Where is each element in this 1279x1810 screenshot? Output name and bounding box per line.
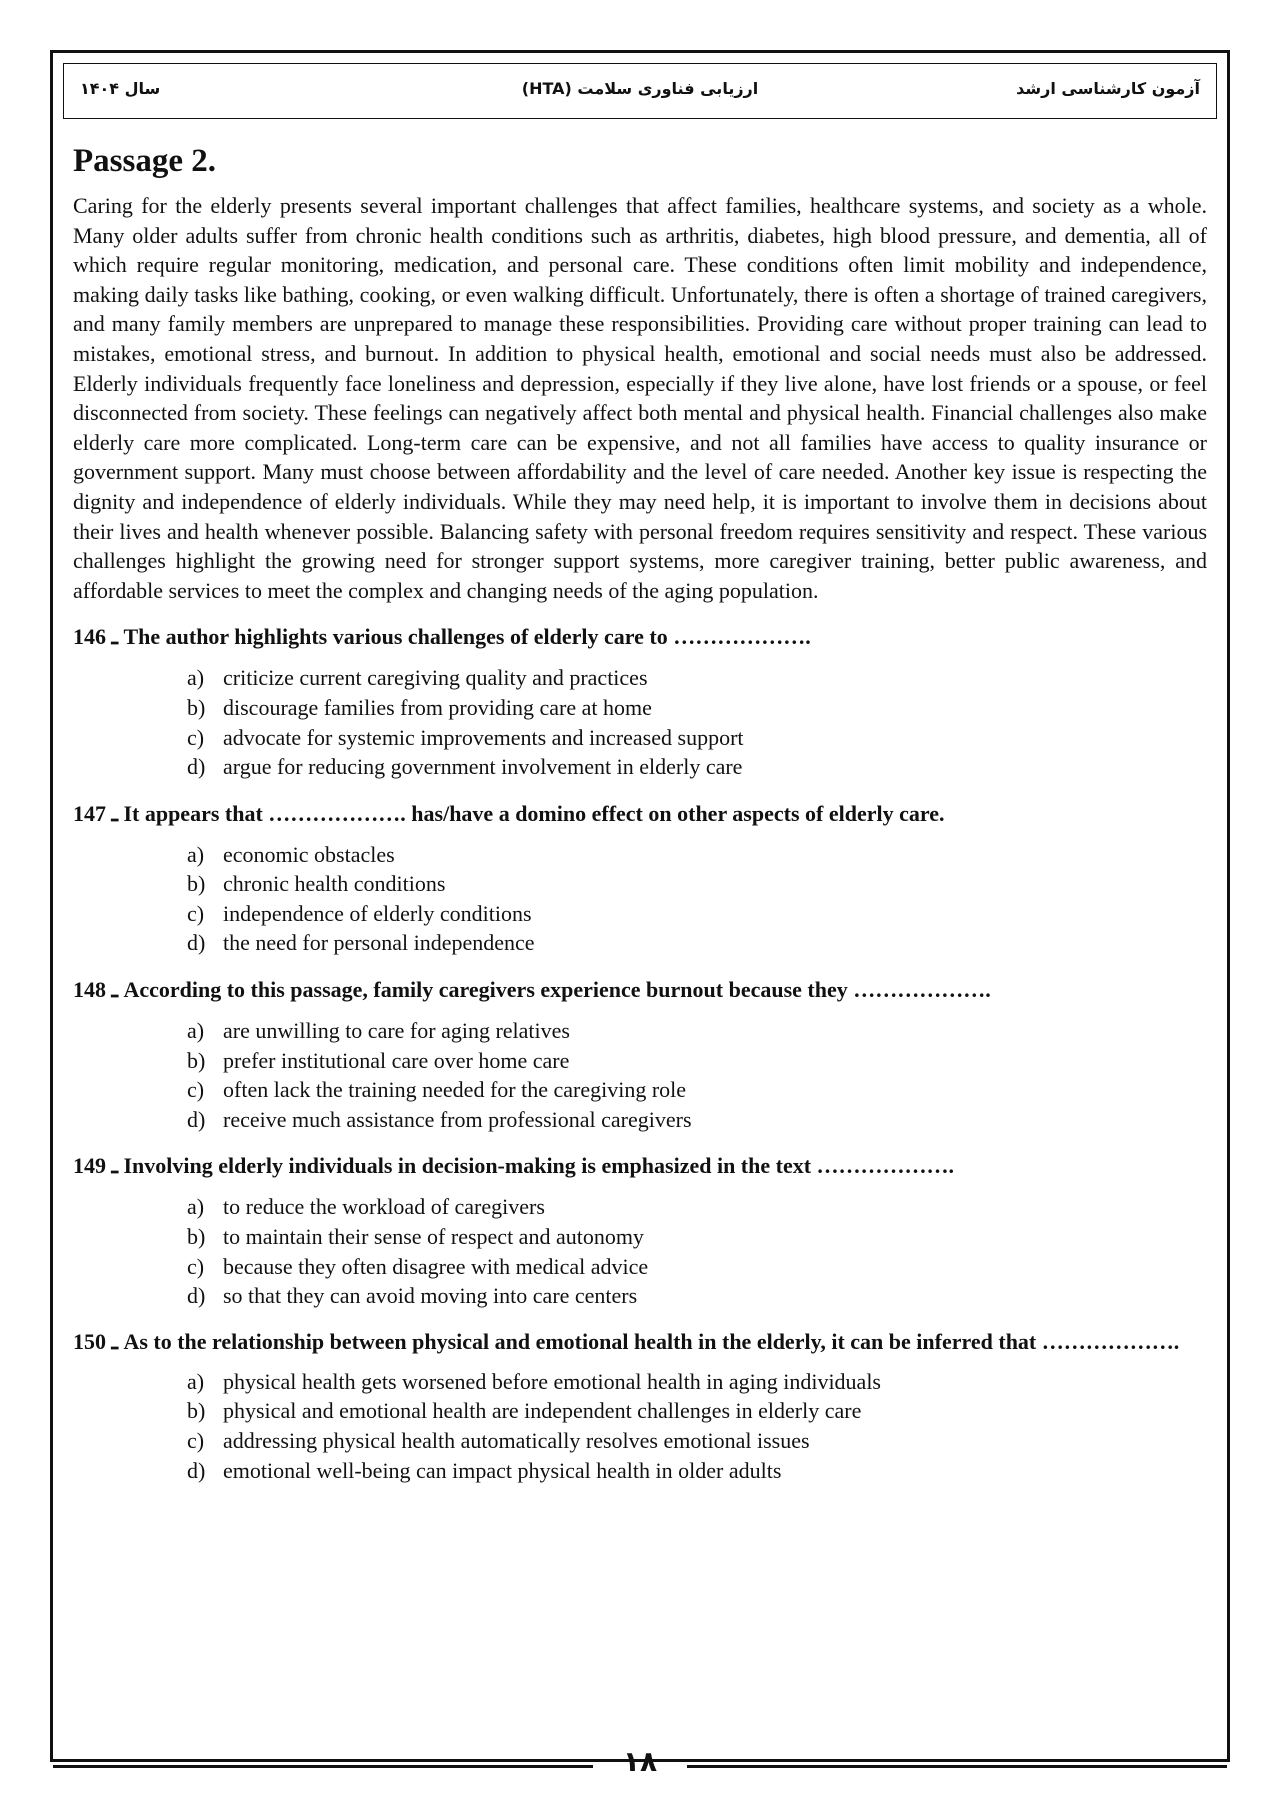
page-footer [53, 1745, 1227, 1785]
option-c[interactable] [187, 1426, 1207, 1456]
option-a[interactable] [187, 663, 1207, 693]
option-text: discourage families from providing care at home [223, 694, 652, 720]
option-d[interactable] [187, 1456, 1207, 1486]
option-text: addressing physical health automatically resolves emotional issues [223, 1428, 810, 1453]
option-d[interactable] [187, 1105, 1207, 1135]
option-letter: a) [187, 841, 205, 867]
question-147 [73, 794, 1207, 958]
option-text: because they often disagree with medical advice [223, 1253, 649, 1279]
option-letter: b) [187, 1047, 206, 1073]
option-c[interactable] [187, 899, 1207, 929]
option-b[interactable] [187, 869, 1207, 899]
question-text: According to this passage, family caregivers experience burnout because they ………………. [123, 977, 991, 1003]
option-text: economic obstacles [223, 841, 395, 867]
option-letter: b) [187, 694, 206, 720]
option-letter: c) [187, 1428, 205, 1453]
page-header [63, 63, 1217, 119]
question-stem [73, 1146, 1207, 1186]
option-letter: d) [187, 1106, 206, 1132]
option-text: to reduce the workload of caregivers [223, 1194, 545, 1220]
option-text: are unwilling to care for aging relatives [223, 1018, 570, 1044]
option-b[interactable] [187, 1046, 1207, 1076]
question-number: 147 ـ [73, 800, 118, 826]
option-a[interactable] [187, 840, 1207, 870]
option-list [187, 840, 1207, 958]
option-letter: a) [187, 665, 205, 691]
option-text: so that they can avoid moving into care centers [223, 1283, 638, 1309]
passage-text: Caring for the elderly presents several important challenges that affect families, healthcare systems, and society as a whole. Many older adults suffer from chronic health conditions such as arthritis, diabetes, high blood pressure, and dementia, all of which require regular monitoring, medication, and personal care. These conditions often limit mobility and independence, making daily tasks like bathing, cooking, or even walking difficult. Unfortunately, there is often a shortage of trained caregivers, and many family members are unprepared to manage these responsibilities. Providing care without proper training can lead to mistakes, emotional stress, and burnout. In addition to physical health, emotional and social needs must also be addressed. Elderly individuals frequently face loneliness and depression, especially if they live alone, have lost friends or a spouse, or feel disconnected from society. These feelings can negatively affect both mental and physical health. Financial challenges also make elderly care more complicated. Long-term care can be expensive, and not all families have access to quality insurance or government support. Many must choose between affordability and the level of care needed. Another key issue is respecting the dignity and independence of elderly individuals. While they may need help, it is important to involve them in decisions about their lives and health whenever possible. Balancing safety with personal freedom requires sensitivity and respect. These various challenges highlight the growing need for stronger support systems, more caregiver training, better public awareness, and affordable services to meet the complex and changing needs of the aging population. [73, 193, 1207, 603]
option-letter: a) [187, 1368, 205, 1394]
option-text: chronic health conditions [223, 871, 446, 897]
header-exam-subject: ارزیابی فناوری سلامت (HTA) [521, 79, 759, 98]
question-text: Involving elderly individuals in decision-making is emphasized in the text ………………. [123, 1153, 955, 1179]
question-text: It appears that ………………. has/have a domino effect on other aspects of elderly care. [123, 800, 945, 826]
option-letter: b) [187, 1398, 206, 1424]
option-text: criticize current caregiving quality and practices [223, 665, 648, 691]
question-text: The author highlights various challenges of elderly care to ………………. [123, 624, 811, 650]
option-a[interactable] [187, 1192, 1207, 1222]
question-148 [73, 970, 1207, 1134]
option-a[interactable] [187, 1367, 1207, 1397]
option-letter: c) [187, 724, 205, 750]
question-number: 150 ـ [73, 1328, 118, 1354]
header-exam-title: آزمون کارشناسی ارشد [1016, 79, 1200, 98]
option-d[interactable] [187, 752, 1207, 782]
question-text: As to the relationship between physical and emotional health in the elderly, it can be inferred that ………………. [123, 1328, 1180, 1354]
option-text: argue for reducing government involvement in elderly care [223, 754, 743, 780]
option-letter: d) [187, 754, 206, 780]
question-stem [73, 794, 1207, 834]
question-number: 146 ـ [73, 624, 118, 650]
option-text: often lack the training needed for the caregiving role [223, 1077, 687, 1103]
header-year: سال ۱۴۰۴ [80, 79, 161, 98]
option-list [187, 1016, 1207, 1134]
option-d[interactable] [187, 1281, 1207, 1311]
option-letter: a) [187, 1018, 205, 1044]
option-b[interactable] [187, 1222, 1207, 1252]
question-stem [73, 970, 1207, 1010]
option-list [187, 1192, 1207, 1310]
option-text: advocate for systemic improvements and increased support [223, 724, 744, 750]
option-text: physical and emotional health are independent challenges in elderly care [223, 1398, 862, 1424]
option-letter: b) [187, 1224, 206, 1250]
option-text: to maintain their sense of respect and autonomy [223, 1224, 644, 1250]
option-letter: a) [187, 1194, 205, 1220]
question-number: 149 ـ [73, 1153, 118, 1179]
option-letter: d) [187, 1283, 206, 1309]
option-list [187, 663, 1207, 781]
question-stem [73, 617, 1207, 657]
option-letter: b) [187, 871, 206, 897]
option-text: physical health gets worsened before emotional health in aging individuals [223, 1368, 881, 1394]
question-stem [73, 1323, 1207, 1361]
option-d[interactable] [187, 928, 1207, 958]
option-c[interactable] [187, 1075, 1207, 1105]
page-number: ۱۸ [622, 1745, 658, 1778]
option-letter: d) [187, 930, 206, 956]
option-text: emotional well-being can impact physical health in older adults [223, 1457, 782, 1483]
page-frame [50, 50, 1230, 1778]
option-list [187, 1367, 1207, 1485]
option-b[interactable] [187, 1396, 1207, 1426]
option-letter: d) [187, 1457, 206, 1483]
option-letter: c) [187, 1077, 205, 1103]
option-b[interactable] [187, 693, 1207, 723]
option-text: the need for personal independence [223, 930, 535, 956]
option-text: receive much assistance from professional caregivers [223, 1106, 692, 1132]
page-content [73, 141, 1207, 1485]
option-letter: c) [187, 1253, 205, 1279]
option-letter: c) [187, 900, 205, 926]
question-149 [73, 1146, 1207, 1310]
question-146 [73, 617, 1207, 781]
question-number: 148 ـ [73, 977, 118, 1003]
question-150 [73, 1323, 1207, 1485]
passage-title: Passage 2. [73, 143, 216, 179]
option-c[interactable] [187, 1252, 1207, 1282]
option-text: independence of elderly conditions [223, 900, 532, 926]
option-text: prefer institutional care over home care [223, 1047, 570, 1073]
option-a[interactable] [187, 1016, 1207, 1046]
option-c[interactable] [187, 723, 1207, 753]
